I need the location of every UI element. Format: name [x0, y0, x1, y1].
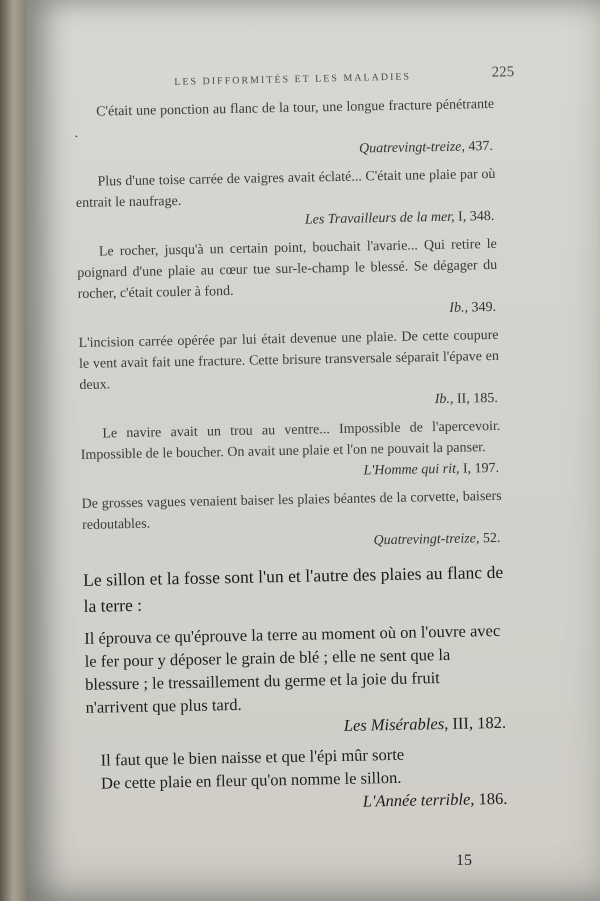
source-work: L'Année terrible, [362, 789, 475, 811]
quote-text: Le navire avait un trou au ventre... Impossible de l'apercevoir. Impossible de le boucher. On avait une plaie et l'on ne pouvait la panser. [80, 418, 501, 463]
running-title: LES DIFFORMITÉS ET LES MALADIES [174, 71, 412, 88]
source-work: Les Misérables, [343, 713, 449, 735]
quote-text: Plus d'une toise carrée de vaigres avait éclaté... C'était une plaie par où entrait le naufrage. [75, 166, 496, 211]
source-work: Les Travailleurs de la mer, [304, 209, 455, 228]
quote-block-1 [74, 94, 495, 165]
source-ref: 437. [468, 138, 494, 155]
source-work: Quatrevingt-treize, [358, 139, 466, 157]
book-page [26, 0, 600, 901]
page-number: 225 [491, 64, 515, 81]
quote-block-2 [75, 164, 496, 235]
verse-line-1: Il faut que le bien naisse et que l'épi mûr sorte [100, 744, 405, 770]
quote-text: C'était une ponction au flanc de la tour, une longue fracture pénétrante . [74, 96, 495, 141]
source-work: Ib., [434, 391, 454, 408]
source-work: Quatrevingt-treize, [373, 531, 480, 549]
verse-line-2: De cette plaie en fleur qu'on nomme le sillon. [100, 767, 402, 793]
quote-block-large [84, 619, 506, 742]
quote-block-5 [80, 416, 501, 487]
source-ref: 186. [478, 788, 508, 809]
source-ref: 349. [471, 299, 497, 316]
source-ref: I, 197. [462, 460, 500, 477]
quote-text: L'incision carrée opérée par lui était devenue une plaie. De cette coupure le vent avait fait une fracture. Cette brisure transversale séparait l'épave en deux. [78, 327, 500, 393]
page-content [74, 94, 508, 825]
signature-mark: 15 [456, 852, 472, 869]
quote-block-6 [82, 486, 503, 557]
quote-text: Le rocher, jusqu'à un certain point, bouchait l'avarie... Qui retire le poignard d'une plaie au cœur tue sur-le-champ le blessé. Se dégager du rocher, c'était couler à fond. [77, 236, 498, 302]
source-ref: II, 185. [456, 390, 498, 407]
source-work: Ib., [449, 300, 469, 316]
narrative-paragraph: Le sillon et la fosse sont l'un et l'autre des plaies au flanc de la terre : [82, 561, 504, 616]
verse-block [86, 741, 507, 818]
source-ref: I, 348. [457, 208, 495, 225]
source-ref: III, 182. [452, 712, 507, 733]
quote-block-4 [78, 325, 500, 417]
source-work: L'Homme qui rit, [363, 461, 460, 479]
quote-block-3 [77, 234, 499, 326]
source-ref: 52. [482, 530, 501, 547]
page-header [174, 64, 515, 88]
quote-text: Il éprouva ce qu'éprouve la terre au moment où on l'ouvre avec le fer pour y déposer le grain de blé ; elle ne sent que la blessure ; le tressaillement du germe et la joie du fruit n'arrivent que plus tard. [84, 620, 501, 717]
quote-text: De grosses vagues venaient baiser les plaies béantes de la corvette, baisers redoutables. [81, 488, 502, 533]
